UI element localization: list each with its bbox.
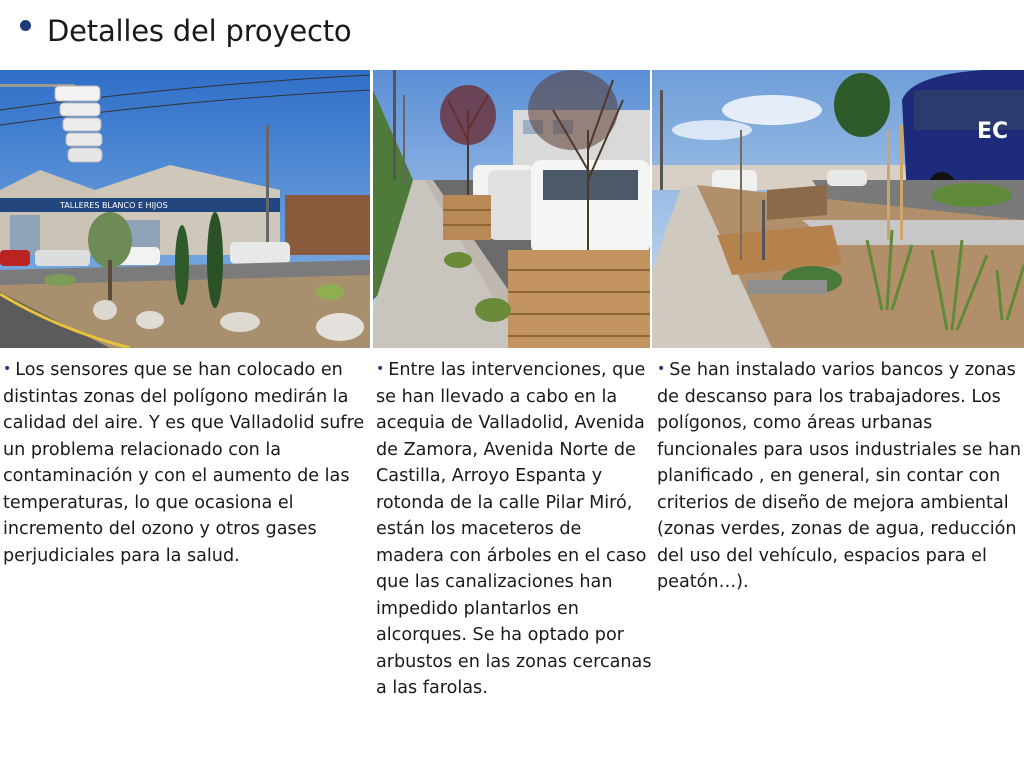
photo-air-sensor-image [0, 70, 370, 348]
caption-bullet-icon: • [3, 361, 12, 377]
title-row [20, 14, 351, 48]
caption-interventions-text: Entre las intervenciones, que se han llevado a cabo en la acequia de Valladolid, Avenida de Zamora, Avenida Norte de Castilla, Arroyo Espanta y rotonda de la calle Pilar Miró, están los maceteros de madera con árboles en el caso que las canalizaciones han impedido plantarlos en alcorques. Se ha optado por arbustos en las zonas cercanas a las farolas. [376, 360, 652, 698]
caption-benches [657, 356, 1024, 596]
caption-bullet-icon: • [376, 361, 385, 377]
caption-sensors [3, 356, 365, 569]
caption-bullet-icon: • [657, 361, 666, 377]
photo-benches-image [652, 70, 1024, 348]
caption-interventions [376, 356, 652, 702]
caption-benches-text: Se han instalado varios bancos y zonas de descanso para los trabajadores. Los polígonos, como áreas urbanas funcionales para usos industriales se han planificado , en general, sin contar con criterios de diseño de mejora ambiental (zonas verdes, zonas de agua, reducción del uso del vehículo, espacios para el peatón…). [657, 360, 1022, 592]
caption-sensors-text: Los sensores que se han colocado en distintas zonas del polígono medirán la calidad del aire. Y es que Valladolid sufre un problema relacionado con la contaminación y con el aumento de las temperaturas, lo que ocasiona el incremento del ozono y otros gases perjudiciales para la salud. [3, 360, 365, 566]
photo-wooden-planters [373, 70, 650, 348]
bus-text: EC [977, 119, 1009, 144]
photo-benches-rest-area [652, 70, 1024, 348]
warehouse-sign-text: TALLERES BLANCO E HIJOS [60, 201, 168, 210]
photo-wooden-planters-image [373, 70, 650, 348]
page-title: Detalles del proyecto [47, 14, 352, 48]
title-bullet-icon [20, 20, 31, 31]
photo-air-sensor-roundabout [0, 70, 370, 348]
